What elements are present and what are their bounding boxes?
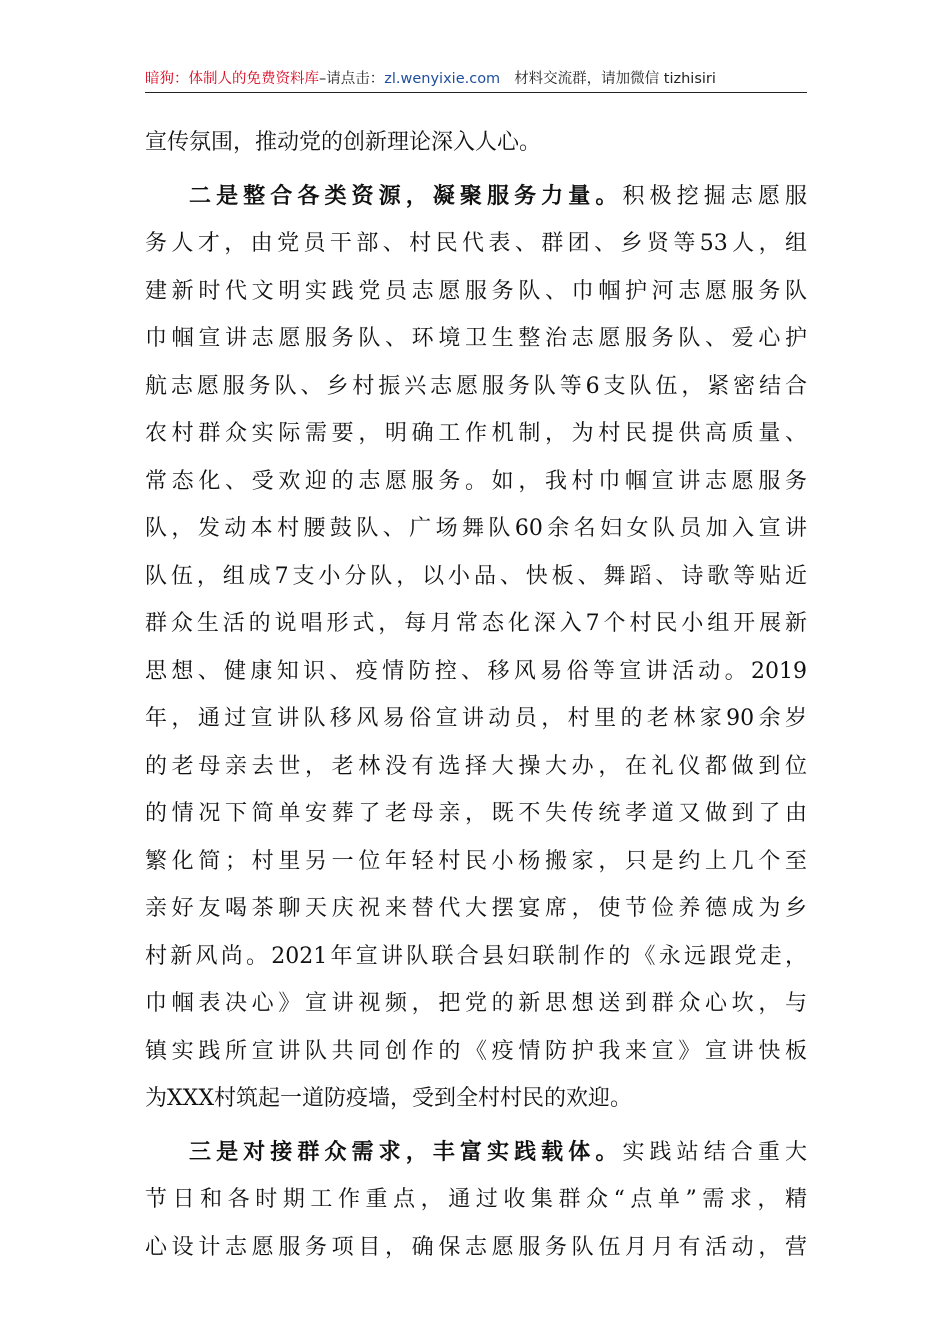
- text-line: 为XXX村筑起一道防疫墙，受到全村村民的欢迎。: [145, 1086, 632, 1111]
- text-line: 巾帼宣讲志愿服务队、环境卫生整治志愿服务队、爱心护: [145, 326, 807, 351]
- text-line: 队伍，组成7支小分队，以小品、快板、舞蹈、诗歌等贴近: [145, 563, 807, 589]
- text-line: 务人才，由党员干部、村民代表、群团、乡贤等53人，组: [145, 231, 807, 256]
- text-line: 的老母亲去世，老林没有选择大操大办，在礼仪都做到位: [145, 753, 807, 779]
- text-line: 节日和各时期工作重点，通过收集群众“点单”需求，精: [145, 1187, 807, 1212]
- header-group-note: 材料交流群，请加微信 tizhisiri: [514, 71, 716, 87]
- paragraph-heading: 二是整合各类资源，凝聚服务力量。: [189, 183, 623, 209]
- text-line: 年，通过宣讲队移风易俗宣讲动员，村里的老林家90余岁: [145, 706, 807, 731]
- header-link[interactable]: zl.wenyixie.com: [384, 71, 501, 87]
- paragraph-heading: 三是对接群众需求，丰富实践载体。: [189, 1139, 623, 1165]
- text-line: 镇实践所宣讲队共同创作的《疫情防护我来宣》宣讲快板: [145, 1038, 807, 1064]
- text-line: 村新风尚。2021年宣讲队联合县妇联制作的《永远跟党走，: [145, 943, 807, 969]
- text-line: 巾帼表决心》宣讲视频，把党的新思想送到群众心坎，与: [145, 991, 807, 1016]
- text-line: 宣传氛围，推动党的创新理论深入人心。: [145, 130, 542, 155]
- text-line: 思想、健康知识、疫情防控、移风易俗等宣讲活动。2019: [145, 658, 807, 684]
- text-line: 常态化、受欢迎的志愿服务。如，我村巾帼宣讲志愿服务: [145, 468, 807, 494]
- text-line: 航志愿服务队、乡村振兴志愿服务队等6支队伍，紧密结合: [145, 373, 807, 399]
- text-line: 繁化简；村里另一位年轻村民小杨搬家，只是约上几个至: [145, 848, 807, 874]
- text-line: 亲好友喝茶聊天庆祝来替代大摆宴席，使节俭养德成为乡: [145, 896, 807, 921]
- text-line: 群众生活的说唱形式，每月常态化深入7个村民小组开展新: [145, 611, 807, 636]
- paragraph-heading-line: [145, 1129, 807, 1177]
- paragraph-heading-line: [145, 173, 807, 221]
- text-line: 的情况下简单安葬了老母亲，既不失传统孝道又做到了由: [145, 801, 807, 826]
- header-brand: 暗狗：体制人的免费资料库: [145, 71, 319, 87]
- page-header: [145, 66, 807, 93]
- text-line: 建新时代文明实践党员志愿服务队、巾帼护河志愿服务队: [145, 278, 807, 304]
- text-span: 积极挖掘志愿服: [622, 183, 807, 209]
- text-line: 农村群众实际需要，明确工作机制，为村民提供高质量、: [145, 421, 807, 446]
- text-line: 心设计志愿服务项目，确保志愿服务队伍月月有活动，营: [145, 1234, 807, 1260]
- text-line: 队，发动本村腰鼓队、广场舞队60余名妇女队员加入宣讲: [145, 516, 807, 541]
- text-span: 实践站结合重大: [622, 1139, 807, 1165]
- document-body: [145, 119, 807, 1271]
- header-prompt: –请点击：: [319, 71, 385, 87]
